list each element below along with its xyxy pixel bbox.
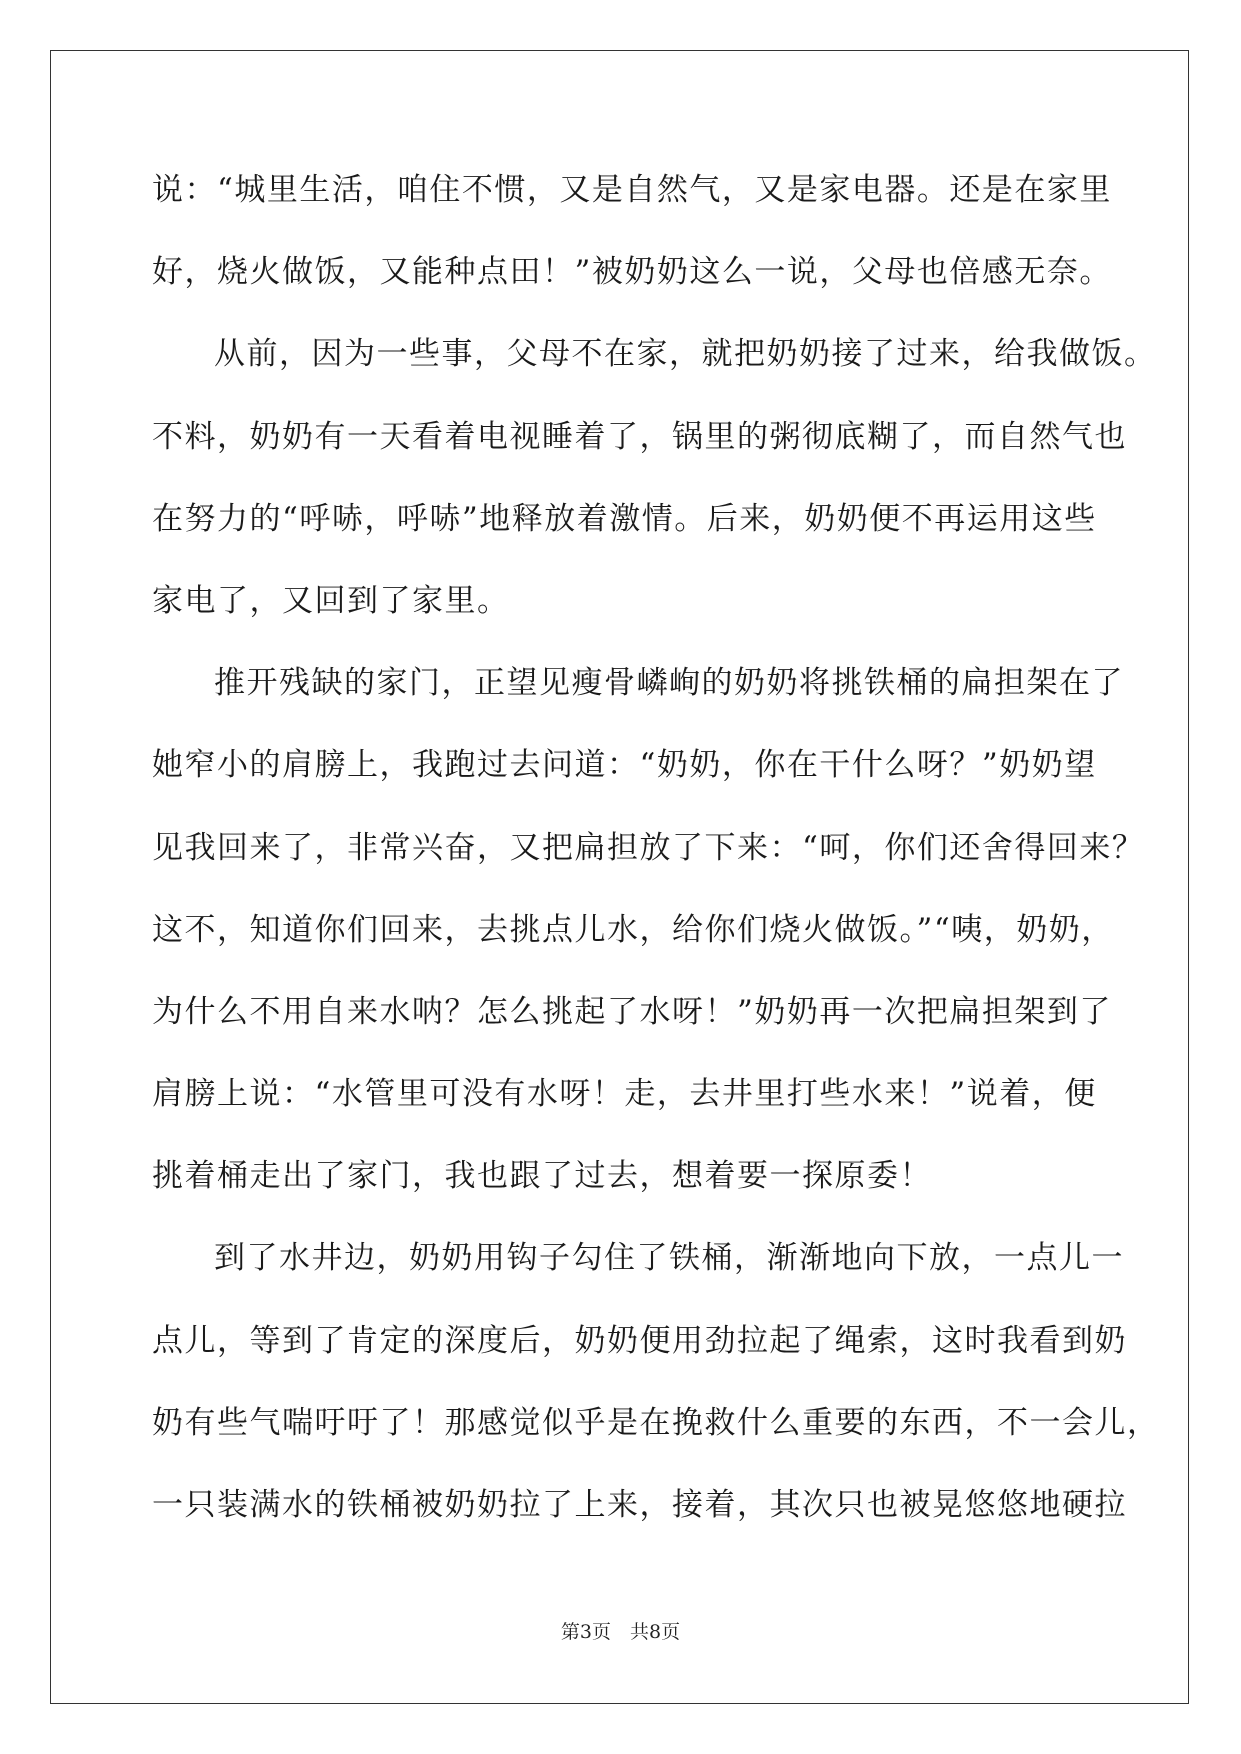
text-line: 这不，知道你们回来，去挑点儿水，给你们烧火做饭。”“咦，奶奶， bbox=[152, 911, 1114, 948]
text-line: 见我回来了，非常兴奋，又把扁担放了下来：“呵，你们还舍得回来？ bbox=[152, 829, 1145, 866]
text-line: 她窄小的肩膀上，我跑过去问道：“奶奶，你在干什么呀？”奶奶望 bbox=[152, 747, 1097, 784]
text-line: 不料，奶奶有一天看着电视睡着了，锅里的粥彻底糊了，而自然气也 bbox=[152, 418, 1127, 455]
text-line: 奶有些气喘吁吁了！那感觉似乎是在挽救什么重要的东西，不一会儿， bbox=[152, 1404, 1160, 1441]
text-line: 肩膀上说：“水管里可没有水呀！走，去井里打些水来！”说着，便 bbox=[152, 1076, 1097, 1113]
text-line: 在努力的“呼哧，呼哧”地释放着激情。后来，奶奶便不再运用这些 bbox=[152, 500, 1097, 537]
text-line: 挑着桶走出了家门，我也跟了过去，想着要一探原委！ bbox=[152, 1158, 932, 1195]
text-line: 推开残缺的家门，正望见瘦骨嶙峋的奶奶将挑铁桶的扁担架在了 bbox=[214, 665, 1124, 702]
page-number-footer: 第3页 共8页 bbox=[560, 1621, 681, 1643]
text-line: 点儿，等到了肯定的深度后，奶奶便用劲拉起了绳索，这时我看到奶 bbox=[152, 1322, 1127, 1359]
text-line: 一只装满水的铁桶被奶奶拉了上来，接着，其次只也被晃悠悠地硬拉 bbox=[152, 1487, 1127, 1523]
text-line: 好，烧火做饭，又能种点田！”被奶奶这么一说，父母也倍感无奈。 bbox=[152, 254, 1112, 291]
text-line: 说：“城里生活，咱住不惯，又是自然气，又是家电器。还是在家里 bbox=[152, 172, 1112, 208]
document-body bbox=[152, 158, 1160, 1555]
text-line: 为什么不用自来水呐？怎么挑起了水呀！”奶奶再一次把扁担架到了 bbox=[152, 993, 1112, 1030]
text-line: 到了水井边，奶奶用钩子勾住了铁桶，渐渐地向下放，一点儿一 bbox=[214, 1240, 1124, 1277]
text-line: 从前，因为一些事，父母不在家，就把奶奶接了过来，给我做饭。 bbox=[214, 336, 1157, 373]
text-line: 家电了，又回到了家里。 bbox=[152, 582, 510, 619]
